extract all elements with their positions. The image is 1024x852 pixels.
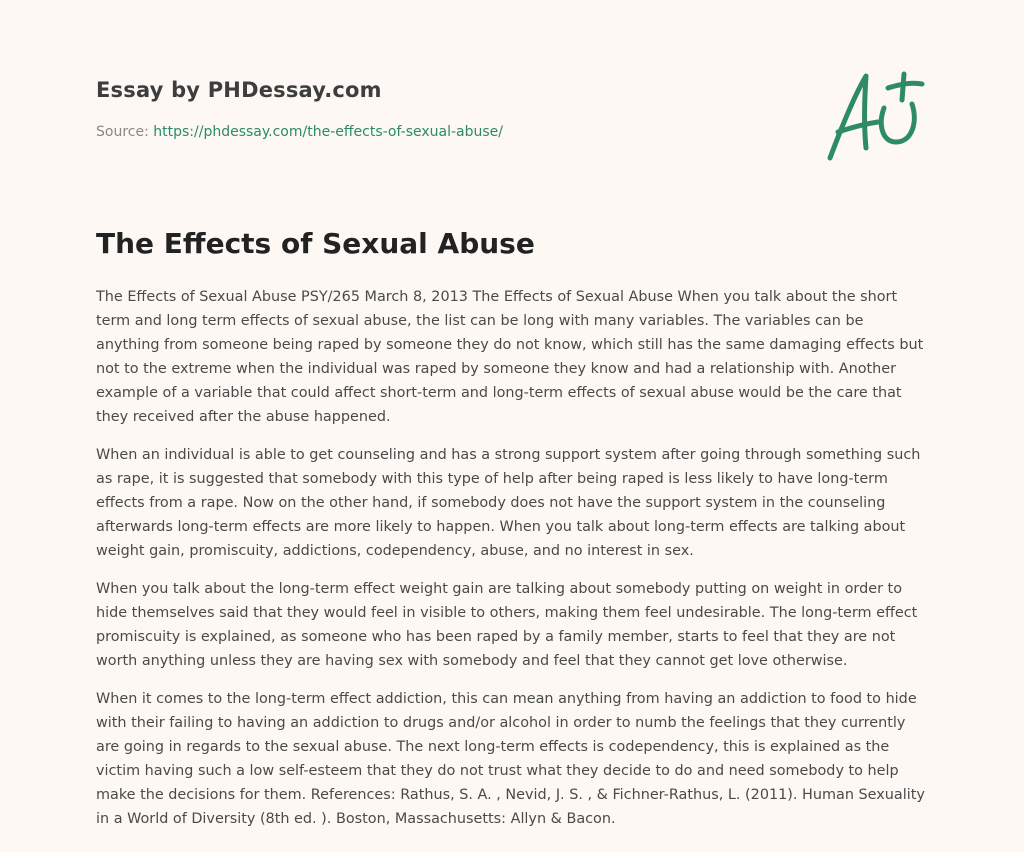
- essay-header: [96, 76, 796, 141]
- essay-title: The Effects of Sexual Abuse: [96, 227, 535, 260]
- source-label: Source:: [96, 124, 149, 140]
- source-line: [96, 123, 796, 141]
- site-brand: Essay by PHDessay.com: [96, 78, 382, 102]
- paragraph: When you talk about the long-term effect weight gain are talking about somebody putting on weight in order to hide themselves said that they would feel in visible to others, making them feel undesirable. The long-term effect promiscuity is explained, as someone who has been raped by a family member, starts to feel that they are not worth anything unless they are having sex with somebody and feel that they cannot get love otherwise.: [96, 581, 918, 669]
- paragraph: When it comes to the long-term effect addiction, this can mean anything from having an addiction to food to hide with their failing to having an addiction to drugs and/or alcohol in order to numb the feelings that they currently are going in regards to the sexual abuse. The next long-term effects is codependency, this is explained as the victim having such a low self-esteem that they do not trust what they decide to do and need somebody to help make the decisions for them. References: Rathus, S. A. , Nevid, J. S. , & Fichner-Rathus, L. (2011). Human Sexuality in a World of Diversity (8th ed. ). Boston, Massachusetts: Allyn & Bacon.: [96, 691, 925, 827]
- a-plus-grade-icon: [820, 66, 930, 166]
- essay-body: [96, 285, 928, 845]
- source-link[interactable]: https://phdessay.com/the-effects-of-sexual-abuse/: [153, 124, 504, 140]
- paragraph: The Effects of Sexual Abuse PSY/265 March 8, 2013 The Effects of Sexual Abuse When you talk about the short term and long term effects of sexual abuse, the list can be long with many variables. The variables can be anything from someone being raped by someone they do not know, which still has the same damaging effects but not to the extreme when the individual was raped by someone they know and had a relationship with. Another example of a variable that could affect short-term and long-term effects of sexual abuse would be the care that they received after the abuse happened.: [96, 289, 924, 425]
- paragraph: When an individual is able to get counseling and has a strong support system after going through something such as rape, it is suggested that somebody with this type of help after being raped is less likely to have long-term effects from a rape. Now on the other hand, if somebody does not have the support system in the counseling afterwards long-term effects are more likely to happen. When you talk about long-term effects are talking about weight gain, promiscuity, addictions, codependency, abuse, and no interest in sex.: [96, 447, 921, 559]
